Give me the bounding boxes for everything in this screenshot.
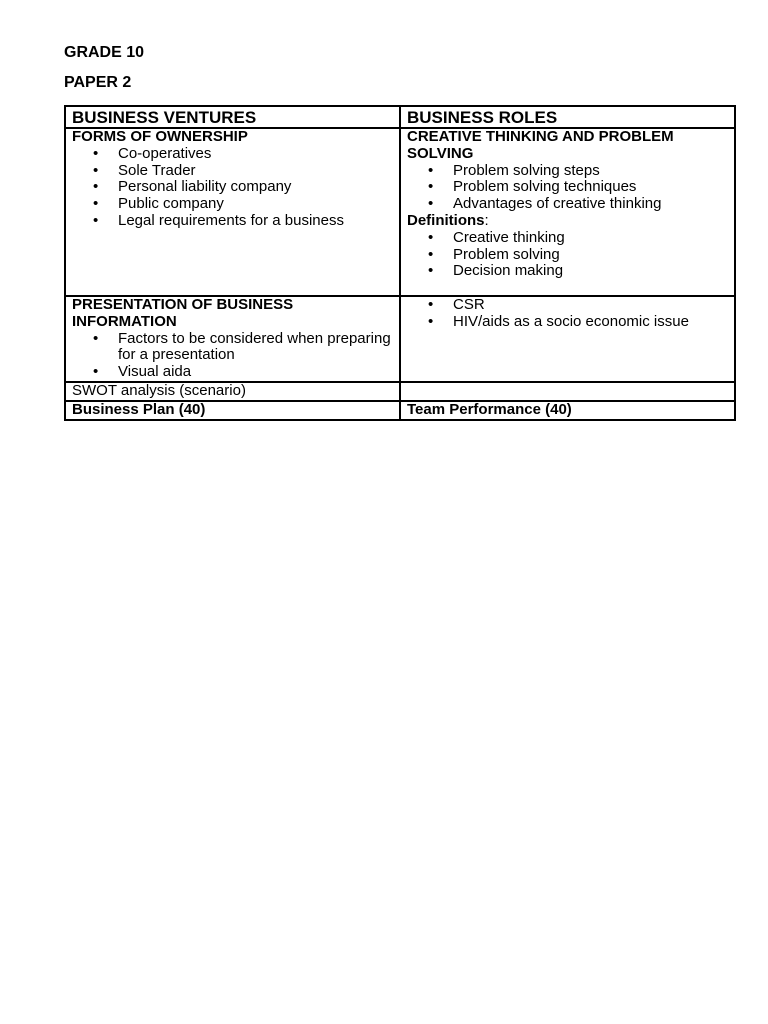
table-row [65, 382, 735, 401]
list-item: • Co-operatives [72, 146, 393, 163]
list-item: • Personal liability company [72, 179, 393, 196]
column-header-business-roles: BUSINESS ROLES [400, 106, 735, 128]
list-item: • Decision making [407, 263, 728, 280]
table-row [65, 296, 735, 382]
list-item: • Legal requirements for a business [72, 213, 393, 230]
creative-thinking-title: CREATIVE THINKING AND PROBLEM SOLVING [407, 128, 674, 162]
forms-of-ownership-title: FORMS OF OWNERSHIP [72, 128, 248, 145]
list-item: • Problem solving steps [407, 163, 728, 180]
csr-list [407, 297, 728, 331]
topics-table [64, 105, 736, 421]
list-item: • Public company [72, 196, 393, 213]
list-item: • Sole Trader [72, 163, 393, 180]
grade-heading: GRADE 10 [64, 44, 145, 61]
creative-thinking-list [407, 163, 728, 213]
column-header-business-ventures: BUSINESS VENTURES [65, 106, 400, 128]
forms-of-ownership-list [72, 146, 393, 230]
forms-of-ownership-cell [65, 128, 400, 296]
table-row [65, 128, 735, 296]
list-item: • Advantages of creative thinking [407, 196, 728, 213]
presentation-title: PRESENTATION OF BUSINESS INFORMATION [72, 296, 294, 330]
team-performance-cell: Team Performance (40) [400, 401, 735, 420]
table-header-row [65, 106, 735, 128]
list-item: • Creative thinking [407, 230, 728, 247]
table-row [65, 401, 735, 420]
list-item: • Problem solving techniques [407, 179, 728, 196]
definitions-label: Definitions [407, 211, 485, 229]
business-plan-cell: Business Plan (40) [65, 401, 400, 420]
list-item: • Factors to be considered when preparing for a presentation [72, 331, 393, 365]
swot-cell: SWOT analysis (scenario) [65, 382, 400, 401]
creative-thinking-cell [400, 128, 735, 296]
csr-cell [400, 296, 735, 382]
list-item: • Problem solving [407, 247, 728, 264]
list-item: • Visual aida [72, 364, 393, 381]
empty-cell [400, 382, 735, 401]
list-item: • HIV/aids as a socio economic issue [407, 314, 728, 331]
definitions-colon: : [484, 211, 489, 229]
list-item: • CSR [407, 297, 728, 314]
presentation-cell [65, 296, 400, 382]
definitions-line [407, 213, 728, 230]
paper-heading: PAPER 2 [64, 74, 132, 91]
definitions-list [407, 230, 728, 280]
presentation-list [72, 331, 393, 381]
